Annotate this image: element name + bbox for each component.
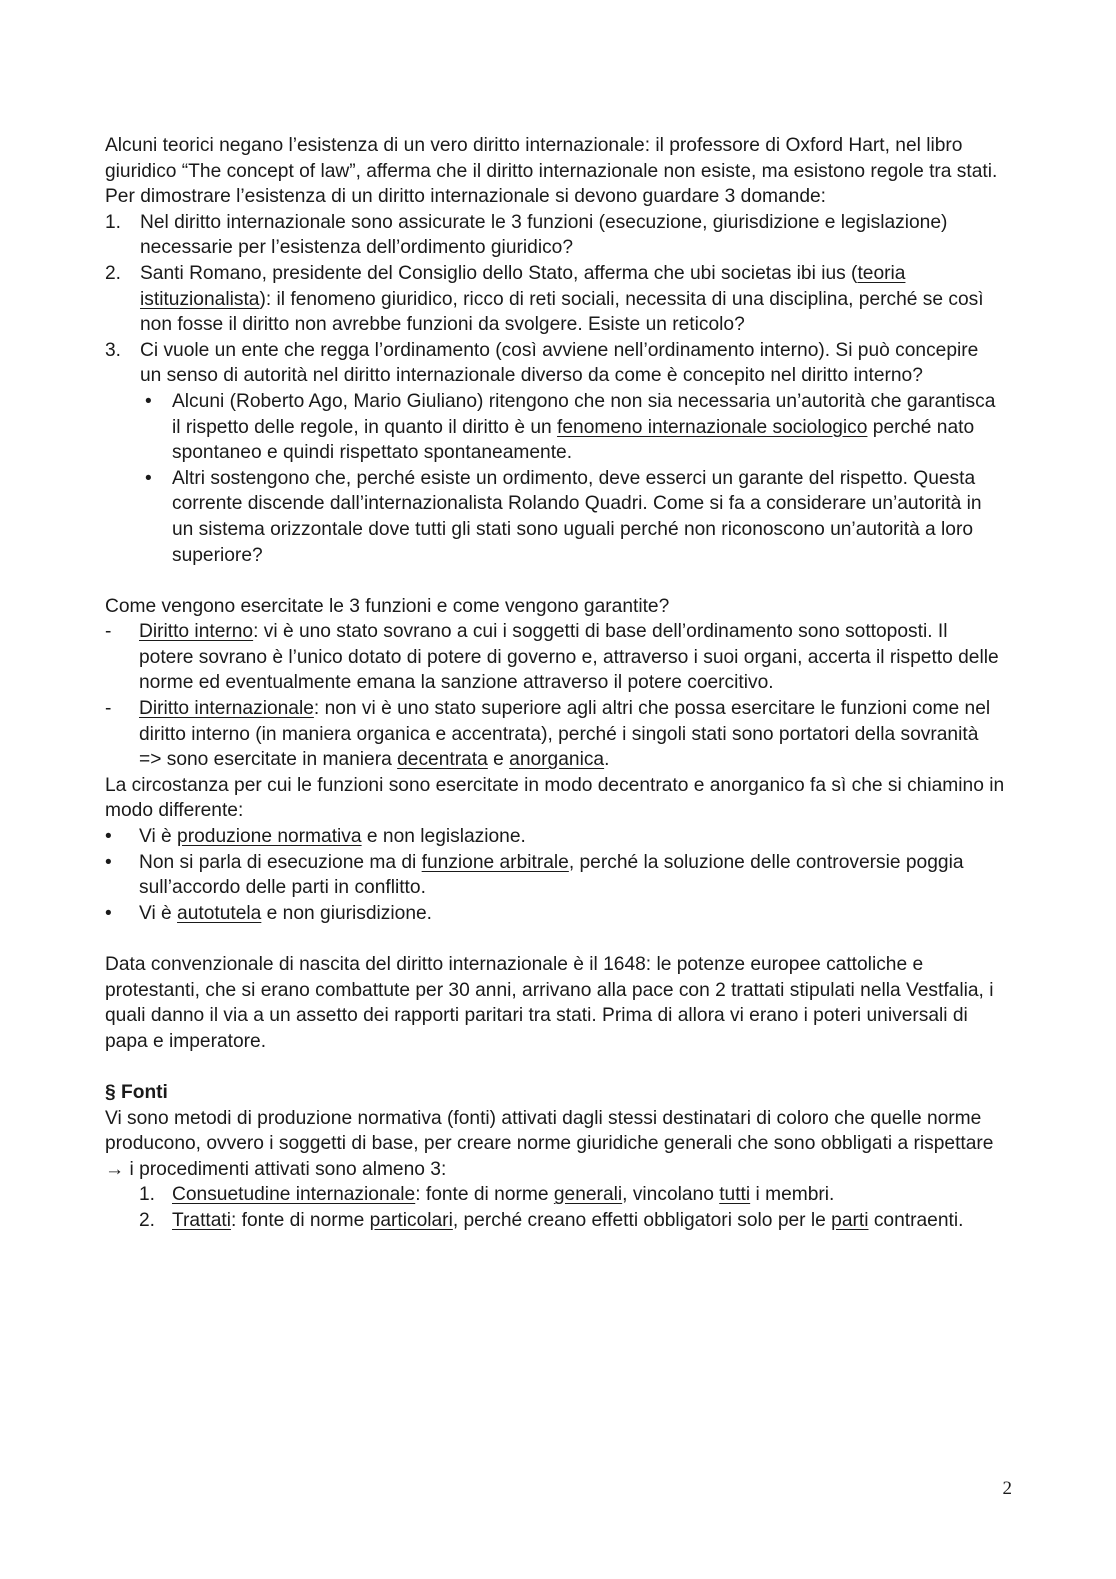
history-paragraph: Data convenzionale di nascita del diritto internazionale è il 1648: le potenze europee cattoliche e protestanti, che si erano combattute per 30 anni, arrivano alla pace con 2 trattati stipulati nella Vestfalia, i quali danno il via a un assetto dei rapporti paritari tra stati. Prima di allora vi erano i poteri universali di papa e imperatore. [105,954,994,1052]
list-marker: 1. [139,1184,156,1206]
bullet-icon: • [145,467,152,489]
bullet-icon: • [105,851,112,873]
underlined-term: funzione arbitrale [421,851,569,873]
spacer [105,568,1005,594]
document-page [105,133,1005,1234]
dash-item-diritto-interno [105,619,1005,696]
underlined-term: Consuetudine internazionale [172,1184,416,1206]
text-run: : fonte di norme [231,1209,370,1231]
spacer [105,926,1005,952]
text-run: Vi è [139,902,178,924]
arrow-right-icon: → [105,1158,125,1180]
text-run: Vi sono metodi di produzione normativa (fonti) attivati dagli stessi destinatari di coloro che quelle norme producono, ovvero i soggetti di base, per creare norme giuridiche generali che sono obbligati a rispettare [105,1107,994,1155]
bullet-item-1 [105,824,1005,850]
list-item-2 [105,261,1005,338]
fonti-item-text [172,1182,1005,1208]
bullet-text [139,850,1005,901]
underlined-term: parti [831,1209,869,1231]
text-run: , vincolano [622,1184,720,1206]
text-run: e non giurisdizione. [261,902,433,924]
dash-item-text [139,619,1005,696]
bullet-item-3 [105,901,1005,927]
text-run: contraenti. [868,1209,964,1231]
text-run: Alcuni (Roberto Ago, Mario Giuliano) ritengono che non sia necessaria un’autorità che garantisca il rispetto delle regole, in quanto il diritto è un [172,390,996,438]
dash-item-diritto-internazionale [105,696,1005,773]
fonti-intro [105,1106,1005,1183]
sub-bullet-text: Altri sostengono che, perché esiste un ordimento, deve esserci un garante del rispetto. Questa corrente discende dall’internazionalista Rolando Quadri. Come si fa a considerare un’autorità in un sistema orizzontale dove tutti gli stati sono uguali perché non riconoscono un’autorità a loro superiore? [172,467,982,566]
list-item-3 [105,338,1005,389]
text-run: e non legislazione. [361,826,526,848]
underlined-term: particolari [369,1209,453,1231]
text-run: : vi è uno stato sovrano a cui i soggetti di base dell’ordinamento sono sottoposti. Il potere sovrano è l’unico dotato di potere di governo e, attraverso i suoi organi, accerta il rispetto delle norme ed eventualmente emana la sanzione attraverso il potere coercitivo. [139,621,999,694]
functions-question: Come vengono esercitate le 3 funzioni e come vengono garantite? [105,595,670,617]
sub-bullet-2 [105,466,1005,568]
dash-marker: - [105,621,112,643]
underlined-term: anorganica [509,749,605,771]
list-item-text [140,261,1005,338]
underlined-term: produzione normativa [177,826,362,848]
text-run: perché nato spontaneo e quindi rispettato spontaneamente. [172,416,975,464]
intro-question-lead: Per dimostrare l’esistenza di un diritto internazionale si devono guardare 3 domande: [105,186,827,208]
underlined-term: tutti [719,1184,751,1206]
list-item-text: Nel diritto internazionale sono assicurate le 3 funzioni (esecuzione, giurisdizione e legislazione) necessarie per l’esistenza dell’ordimento giuridico? [140,211,948,259]
text-run: Santi Romano, presidente del Consiglio dello Stato, afferma che ubi societas ibi ius ( [140,262,858,284]
bullet-text [139,824,1005,850]
text-run: i membri. [750,1184,835,1206]
page-number: 2 [1002,1478,1012,1499]
text-run: e [487,749,510,771]
underlined-term: Trattati [172,1209,231,1231]
list-marker: 2. [105,262,122,284]
underlined-term: Diritto internazionale [139,698,314,720]
section-heading-fonti: § Fonti [105,1081,168,1103]
list-item-1 [105,210,1005,261]
fonti-item-text [172,1208,1005,1234]
intro-paragraph: Alcuni teorici negano l’esistenza di un vero diritto internazionale: il professore di Oxford Hart, nel libro giuridico “The concept of law”, afferma che il diritto internazionale non esiste, ma esistono regole tra stati. [105,135,998,182]
underlined-term: generali [553,1184,623,1206]
bullet-icon: • [105,902,112,924]
text-run: Non si parla di esecuzione ma di [139,851,422,873]
text-run: i procedimenti attivati sono almeno 3: [124,1158,447,1180]
list-marker: 2. [139,1209,156,1231]
underlined-term: decentrata [397,749,488,771]
list-marker: 1. [105,211,122,233]
list-item-text: Ci vuole un ente che regga l’ordinamento (così avviene nell’ordinamento interno). Si può concepire un senso di autorità nel diritto internazionale diverso da come è concepito nel diritto interno? [140,339,979,387]
text-run: . [604,749,610,771]
fonti-item-2 [105,1208,1005,1234]
underlined-term: teoria istituzionalista [140,262,906,310]
text-run: Vi è [139,826,178,848]
list-marker: 3. [105,339,122,361]
bullet-icon: • [145,390,152,412]
sub-bullet-1 [105,389,1005,466]
bullet-icon: • [105,826,112,848]
bullet-text [139,901,1005,927]
dash-item-text [139,696,1005,773]
circumstance-paragraph: La circostanza per cui le funzioni sono esercitate in modo decentrato e anorganico fa sì che si chiamino in modo differente: [105,774,1005,822]
fonti-item-1 [105,1182,1005,1208]
spacer [105,1054,1005,1080]
underlined-term: autotutela [177,902,262,924]
text-run: : fonte di norme [415,1184,554,1206]
text-run: , perché la soluzione delle controversie poggia sull’accordo delle parti in conflitto. [139,851,964,899]
underlined-term: Diritto interno [139,621,254,643]
text-run: , perché creano effetti obbligatori solo per le [452,1209,832,1231]
dash-marker: - [105,698,112,720]
text-run: : non vi è uno stato superiore agli altri che possa esercitare le funzioni come nel diritto interno (in maniera organica e accentrata), perché i singoli stati sono portatori della sovranità => sono esercitate in maniera [139,698,991,771]
text-run: ): il fenomeno giuridico, ricco di reti sociali, necessita di una disciplina, perché se così non fosse il diritto non avrebbe funzioni da svolgere. Esiste un reticolo? [140,288,984,336]
sub-bullet-text [172,389,1005,466]
bullet-item-2 [105,850,1005,901]
underlined-term: fenomeno internazionale sociologico [557,416,868,438]
